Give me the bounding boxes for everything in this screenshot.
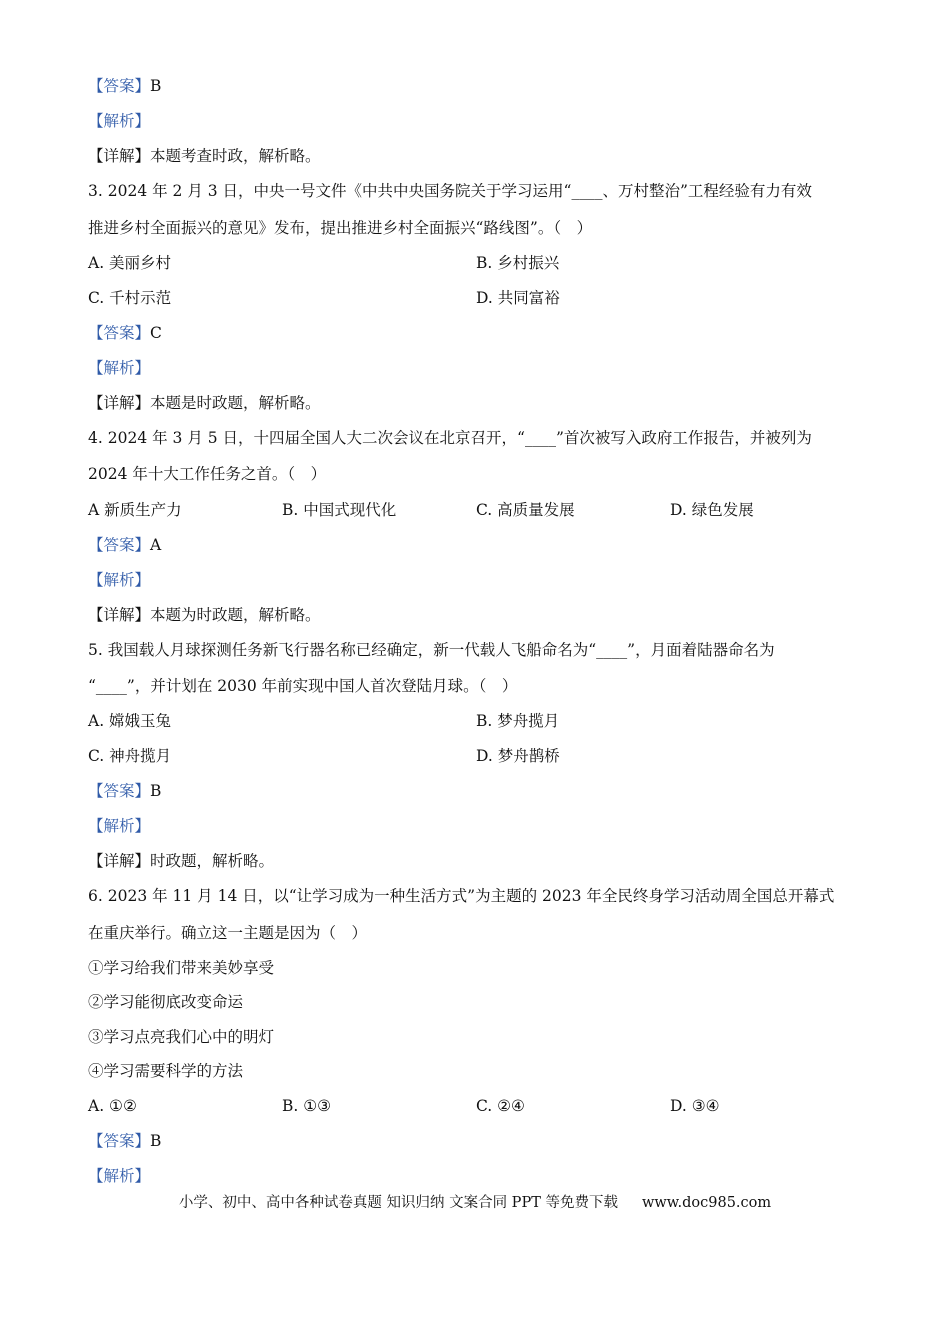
detail-text: 本题是时政题，解析略。 <box>150 394 321 412</box>
question-number: 5. <box>88 641 103 659</box>
detail-line <box>88 851 274 871</box>
page-footer <box>0 1191 950 1212</box>
statement-1: ①学习给我们带来美妙享受 <box>88 959 275 977</box>
answer-line <box>88 1131 161 1151</box>
analysis-line <box>88 570 150 590</box>
question-5-stem-line-1: 5. 我国载人月球探测任务新飞行器名称已经确定，新一代载人飞船命名为“____”，月面着陆器命名为 <box>88 641 775 659</box>
analysis-line <box>88 816 150 836</box>
answer-line <box>88 535 161 555</box>
detail-tag: 【详解】 <box>88 147 151 165</box>
footer-text: 小学、初中、高中各种试卷真题 知识归纳 文案合同 PPT 等免费下载 <box>178 1195 618 1211</box>
detail-line <box>88 605 321 625</box>
answer-value: B <box>150 1132 162 1150</box>
question-4-option-c: C. 高质量发展 <box>476 501 575 519</box>
analysis-tag: 【解析】 <box>88 817 151 835</box>
detail-tag: 【详解】 <box>88 394 151 412</box>
question-3-option-c: C. 千村示范 <box>88 289 172 307</box>
answer-tag: 【答案】 <box>88 782 151 800</box>
question-6-option-d: D. ③④ <box>670 1097 720 1115</box>
question-3-stem-line-1: 3. 2024 年 2 月 3 日，中央一号文件《中共中央国务院关于学习运用“____、万村整治”工程经验有力有效 <box>88 182 812 200</box>
question-4-stem-line-1: 4. 2024 年 3 月 5 日，十四届全国人大二次会议在北京召开，“____”首次被写入政府工作报告，并被列为 <box>88 429 812 447</box>
question-5-option-b: B. 梦舟揽月 <box>476 712 560 730</box>
detail-text: 时政题，解析略。 <box>150 852 275 870</box>
answer-line <box>88 781 161 801</box>
question-3-option-b: B. 乡村振兴 <box>476 254 560 272</box>
analysis-line <box>88 111 150 131</box>
question-6-stem-line-1: 6. 2023 年 11 月 14 日，以“让学习成为一种生活方式”为主题的 2023 年全民终身学习活动周全国总开幕式 <box>88 887 835 905</box>
footer-url[interactable]: www.doc985.com <box>641 1195 772 1211</box>
answer-tag: 【答案】 <box>88 77 151 95</box>
answer-value: B <box>150 77 162 95</box>
statement-2: ②学习能彻底改变命运 <box>88 993 244 1011</box>
question-4-option-a: A 新质生产力 <box>88 501 182 519</box>
question-4-stem-line-2: 2024 年十大工作任务之首。（ ） <box>88 465 327 483</box>
question-6-option-b: B. ①③ <box>282 1097 332 1115</box>
question-3-option-a: A. 美丽乡村 <box>88 254 172 272</box>
analysis-line <box>88 358 150 378</box>
analysis-tag: 【解析】 <box>88 112 151 130</box>
answer-value: C <box>150 324 162 342</box>
answer-line <box>88 76 161 96</box>
analysis-tag: 【解析】 <box>88 571 151 589</box>
detail-line <box>88 146 321 166</box>
question-6-option-c: C. ②④ <box>476 1097 525 1115</box>
question-4-option-b: B. 中国式现代化 <box>282 501 397 519</box>
answer-value: A <box>150 536 162 554</box>
answer-tag: 【答案】 <box>88 1132 151 1150</box>
question-4-option-d: D. 绿色发展 <box>670 501 754 519</box>
question-3-stem-line-2: 推进乡村全面振兴的意见》发布，提出推进乡村全面振兴“路线图”。（ ） <box>88 219 593 237</box>
statement-4: ④学习需要科学的方法 <box>88 1062 244 1080</box>
question-number: 3. <box>88 182 103 200</box>
question-6-option-a: A. ①② <box>88 1097 137 1115</box>
answer-tag: 【答案】 <box>88 536 151 554</box>
question-6-stem-line-2: 在重庆举行。确立这一主题是因为（ ） <box>88 924 368 942</box>
question-5-option-c: C. 神舟揽月 <box>88 747 172 765</box>
statement-3: ③学习点亮我们心中的明灯 <box>88 1028 275 1046</box>
analysis-tag: 【解析】 <box>88 359 151 377</box>
analysis-tag: 【解析】 <box>88 1167 151 1185</box>
detail-tag: 【详解】 <box>88 606 151 624</box>
detail-line <box>88 393 321 413</box>
question-5-option-d: D. 梦舟鹊桥 <box>476 747 560 765</box>
detail-text: 本题为时政题，解析略。 <box>150 606 321 624</box>
detail-text: 本题考查时政，解析略。 <box>150 147 321 165</box>
analysis-line <box>88 1166 150 1186</box>
answer-value: B <box>150 782 162 800</box>
question-5-stem-line-2: “____”，并计划在 2030 年前实现中国人首次登陆月球。（ ） <box>88 677 518 695</box>
answer-tag: 【答案】 <box>88 324 151 342</box>
question-3-option-d: D. 共同富裕 <box>476 289 560 307</box>
question-number: 4. <box>88 429 103 447</box>
question-number: 6. <box>88 887 103 905</box>
answer-line <box>88 323 162 343</box>
detail-tag: 【详解】 <box>88 852 151 870</box>
question-5-option-a: A. 嫦娥玉兔 <box>88 712 172 730</box>
